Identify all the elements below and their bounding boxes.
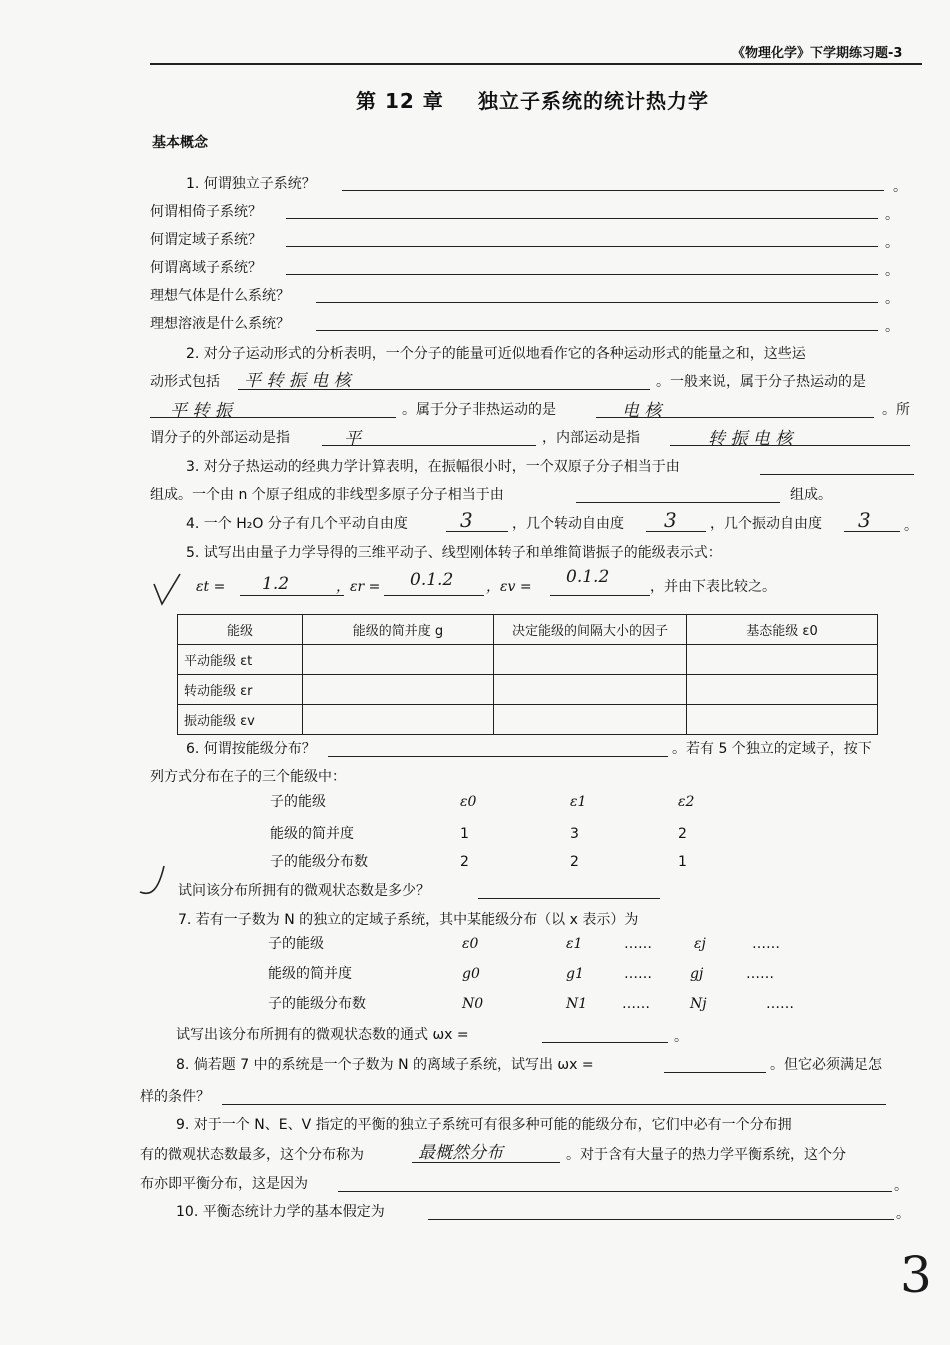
q4-trans-answer[interactable] bbox=[446, 531, 508, 532]
energy-level-table bbox=[177, 614, 878, 735]
q10-answer[interactable] bbox=[428, 1219, 894, 1220]
table-cell[interactable] bbox=[303, 705, 494, 735]
q5-hw-et: 1.2 bbox=[262, 574, 290, 594]
q2-internal-label: ，内部运动是指 bbox=[542, 430, 640, 446]
q1-line-6: 理想溶液是什么系统？ bbox=[150, 316, 290, 332]
q2-line-1: 2. 对分子运动形式的分析表明，一个分子的能量可近似地看作它的各种运动形式的能量之和，这些运 bbox=[186, 346, 806, 362]
table-cell[interactable] bbox=[687, 675, 878, 705]
q7-cell: …… bbox=[624, 936, 652, 952]
q7-cell: N1 bbox=[566, 996, 588, 1012]
section-heading: 基本概念 bbox=[152, 135, 208, 151]
q8-line-2: 样的条件？ bbox=[140, 1089, 210, 1105]
q7-line-1: 7. 若有一子数为 N 的独立的定域子系统，其中某能级分布（以 x 表示）为 bbox=[178, 912, 639, 928]
q7-cell: ε1 bbox=[566, 936, 583, 952]
q6-cell: ε0 bbox=[460, 794, 477, 810]
table-header-spacing: 决定能级的间隔大小的因子 bbox=[494, 615, 687, 645]
q7-answer[interactable] bbox=[542, 1042, 668, 1043]
q1-line-4: 何谓离域子系统？ bbox=[150, 260, 262, 276]
q4-trans-label: 4. 一个 H₂O 分子有几个平动自由度 bbox=[186, 516, 408, 532]
q1-answer-6[interactable] bbox=[316, 330, 878, 331]
q6-row-label: 子的能级分布数 bbox=[270, 854, 368, 870]
q6-row-label: 能级的简并度 bbox=[270, 826, 354, 842]
q7-ask: 试写出该分布所拥有的微观状态数的通式 ωx = bbox=[176, 1027, 469, 1043]
checkmark-icon bbox=[136, 862, 176, 902]
page-number: 3 bbox=[900, 1246, 932, 1304]
q7-cell: …… bbox=[746, 966, 774, 982]
q6-answer[interactable] bbox=[328, 756, 668, 757]
table-cell[interactable] bbox=[494, 675, 687, 705]
q6-cell: 3 bbox=[570, 826, 579, 842]
q7-cell: g1 bbox=[566, 966, 584, 982]
q6-row-label: 子的能级 bbox=[270, 794, 326, 810]
q4-rot-label: ，几个转动自由度 bbox=[512, 516, 624, 532]
q3-line-2: 组成。一个由 n 个原子组成的非线型多原子分子相当于由 bbox=[150, 487, 504, 503]
q5-hw-ev: 0.1.2 bbox=[566, 567, 610, 587]
table-header-degeneracy: 能级的简并度 g bbox=[303, 615, 494, 645]
header-rule bbox=[150, 63, 922, 65]
q6-cell: 2 bbox=[570, 854, 579, 870]
q7-end: 。 bbox=[674, 1029, 688, 1045]
q2-thermal-label: 。一般来说，属于分子热运动的是 bbox=[656, 374, 866, 390]
q9-line-1: 9. 对于一个 N、E、V 指定的平衡的独立子系统可有很多种可能的能级分布，它们中必有一个分布拥 bbox=[176, 1117, 792, 1133]
q6-continue: 。若有 5 个独立的定域子，按下 bbox=[672, 741, 872, 757]
q5-ev-answer[interactable] bbox=[550, 595, 650, 596]
q7-row-label: 能级的简并度 bbox=[268, 966, 352, 982]
q6-cell: 2 bbox=[678, 826, 687, 842]
q1-line-3: 何谓定域子系统？ bbox=[150, 232, 262, 248]
q6-ask-answer[interactable] bbox=[478, 898, 660, 899]
q7-cell: …… bbox=[766, 996, 794, 1012]
q3-answer-2[interactable] bbox=[576, 502, 780, 503]
q10-end: 。 bbox=[896, 1206, 910, 1222]
q1-line-2: 何谓相倚子系统？ bbox=[150, 204, 262, 220]
q4-vib-answer[interactable] bbox=[844, 531, 900, 532]
q3-line-1: 3. 对分子热运动的经典力学计算表明，在振幅很小时，一个双原子分子相当于由 bbox=[186, 459, 680, 475]
q1-period-6: 。 bbox=[885, 319, 899, 335]
table-row-rot: 转动能级 εr bbox=[178, 675, 303, 705]
q1-line-5: 理想气体是什么系统？ bbox=[150, 288, 290, 304]
q4-end: 。 bbox=[904, 518, 918, 534]
q7-cell: …… bbox=[752, 936, 780, 952]
q7-row-label: 子的能级 bbox=[268, 936, 324, 952]
table-cell[interactable] bbox=[303, 645, 494, 675]
table-row-vib: 振动能级 εv bbox=[178, 705, 303, 735]
q5-er-label: ，εr = bbox=[336, 579, 381, 595]
q7-cell: …… bbox=[624, 966, 652, 982]
table-header-ground: 基态能级 ε0 bbox=[687, 615, 878, 645]
q2-hw-forms: 平 转 振 电 核 bbox=[244, 371, 351, 391]
q1-answer-4[interactable] bbox=[286, 274, 878, 275]
q2-hw-nonthermal: 电 核 bbox=[622, 401, 662, 421]
q7-cell: ε0 bbox=[462, 936, 479, 952]
q5-end: ，并由下表比较之。 bbox=[650, 579, 776, 595]
q7-cell: …… bbox=[622, 996, 650, 1012]
q4-hw-trans: 3 bbox=[460, 508, 473, 532]
q10-label: 10. 平衡态统计力学的基本假定为 bbox=[176, 1204, 385, 1220]
q2-hw-external: 平 bbox=[344, 429, 361, 449]
q2-so-called: 。所 bbox=[882, 402, 910, 418]
q1-answer-1[interactable] bbox=[342, 190, 884, 191]
q5-et-label: εt = bbox=[196, 579, 226, 595]
q7-cell: g0 bbox=[462, 966, 480, 982]
q2-hw-internal: 转 振 电 核 bbox=[708, 429, 793, 449]
q8-answer-1[interactable] bbox=[664, 1072, 766, 1073]
q5-et-answer[interactable] bbox=[240, 595, 344, 596]
q7-cell: Nj bbox=[690, 996, 707, 1012]
q5-er-answer[interactable] bbox=[384, 595, 484, 596]
chapter-title: 独立子系统的统计热力学 bbox=[478, 89, 709, 113]
q1-period-3: 。 bbox=[885, 235, 899, 251]
q7-cell: N0 bbox=[462, 996, 484, 1012]
q7-cell: gj bbox=[690, 966, 704, 982]
q6-cell: 1 bbox=[460, 826, 469, 842]
q2-hw-thermal: 平 转 振 bbox=[170, 401, 232, 421]
q9-answer-2[interactable] bbox=[338, 1191, 892, 1192]
table-cell[interactable] bbox=[687, 705, 878, 735]
q2-external-label: 谓分子的外部运动是指 bbox=[150, 430, 290, 446]
table-cell[interactable] bbox=[303, 675, 494, 705]
q7-row-label: 子的能级分布数 bbox=[268, 996, 366, 1012]
q2-nonthermal-label: 。属于分子非热运动的是 bbox=[402, 402, 556, 418]
q1-answer-3[interactable] bbox=[286, 246, 878, 247]
q8-answer-2[interactable] bbox=[222, 1104, 886, 1105]
q6-cell: ε2 bbox=[678, 794, 695, 810]
q5-ev-label: ，εv = bbox=[486, 579, 532, 595]
q6-ask: 试问该分布所拥有的微观状态数是多少？ bbox=[178, 883, 430, 899]
q9-line-3: 布亦即平衡分布，这是因为 bbox=[140, 1176, 308, 1192]
q6-label: 6. 何谓按能级分布？ bbox=[186, 741, 316, 757]
table-cell[interactable] bbox=[494, 645, 687, 675]
q1-period-5: 。 bbox=[885, 291, 899, 307]
q5-hw-er: 0.1.2 bbox=[410, 570, 454, 590]
table-row-trans: 平动能级 εt bbox=[178, 645, 303, 675]
q1-answer-2[interactable] bbox=[286, 218, 878, 219]
q4-hw-rot: 3 bbox=[664, 508, 677, 532]
q3-line-2-end: 组成。 bbox=[790, 487, 832, 503]
q6-cell: 2 bbox=[460, 854, 469, 870]
q2-forms-label: 动形式包括 bbox=[150, 374, 220, 390]
q7-cell: εj bbox=[694, 936, 706, 952]
running-title: 《物理化学》下学期练习题-3 bbox=[732, 46, 903, 61]
table-cell[interactable] bbox=[494, 705, 687, 735]
q1-period-4: 。 bbox=[885, 263, 899, 279]
table-header-level: 能级 bbox=[178, 615, 303, 645]
q5-line-1: 5. 试写出由量子力学导得的三维平动子、线型刚体转子和单维简谐振子的能级表示式： bbox=[186, 545, 722, 561]
q9-end: 。 bbox=[894, 1178, 908, 1194]
checkmark-icon bbox=[150, 570, 190, 610]
q4-hw-vib: 3 bbox=[858, 508, 871, 532]
q3-answer-1[interactable] bbox=[760, 474, 914, 475]
q4-vib-label: ，几个振动自由度 bbox=[710, 516, 822, 532]
chapter-number: 第 12 章 bbox=[356, 89, 444, 113]
q8-label: 8. 倘若题 7 中的系统是一个子数为 N 的离域子系统，试写出 ωx = bbox=[176, 1057, 594, 1073]
q9-name-label: 有的微观状态数最多，这个分布称为 bbox=[140, 1147, 364, 1163]
q1-period-2: 。 bbox=[885, 207, 899, 223]
q1-line-1: 1. 何谓独立子系统？ bbox=[186, 176, 316, 192]
q1-answer-5[interactable] bbox=[316, 302, 878, 303]
table-cell[interactable] bbox=[687, 645, 878, 675]
q1-period-1: 。 bbox=[893, 179, 907, 195]
q6-cell: ε1 bbox=[570, 794, 587, 810]
q6-line-2: 列方式分布在子的三个能级中： bbox=[150, 769, 346, 785]
q9-hw-name: 最概然分布 bbox=[418, 1143, 503, 1163]
q9-continue: 。对于含有大量子的热力学平衡系统，这个分 bbox=[566, 1147, 846, 1163]
q8-continue: 。但它必须满足怎 bbox=[770, 1057, 882, 1073]
q6-cell: 1 bbox=[678, 854, 687, 870]
